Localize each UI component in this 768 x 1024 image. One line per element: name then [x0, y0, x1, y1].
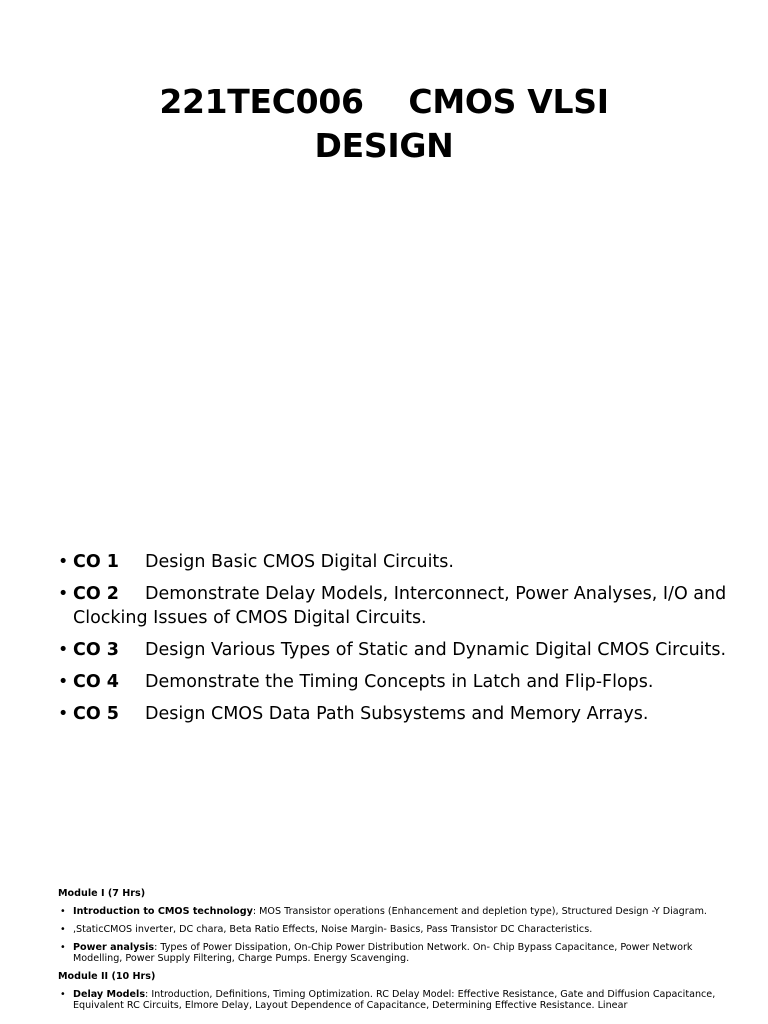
title-line-design: DESIGN: [314, 126, 454, 165]
syllabus-item: [58, 906, 718, 917]
module-1-heading: Module I (7 Hrs): [58, 888, 146, 899]
course-outcome-code: CO 5: [73, 704, 119, 724]
course-outcome-item: [58, 702, 748, 726]
course-outcome-text: Design CMOS Data Path Subsystems and Memory Arrays.: [145, 704, 649, 724]
bullet-icon: •: [60, 924, 66, 935]
course-outcome-text: Demonstrate Delay Models, Interconnect, Power Analyses, I/O and Clocking Issues of CMOS Digital Circuits.: [73, 584, 727, 628]
syllabus-item: [58, 989, 718, 1011]
syllabus-term: Introduction to CMOS technology: [73, 906, 253, 917]
bullet-icon: •: [60, 989, 66, 1000]
syllabus-section: [58, 888, 718, 1018]
syllabus-term: Power analysis: [73, 942, 155, 953]
course-outcome-code: CO 4: [73, 672, 119, 692]
course-outcome-text: Design Various Types of Static and Dynamic Digital CMOS Circuits.: [145, 640, 727, 660]
course-outcome-code: CO 2: [73, 584, 119, 604]
bullet-icon: •: [60, 942, 66, 953]
course-outcome-item: [58, 670, 748, 694]
slide-title: [0, 80, 768, 168]
course-outcome-code: CO 1: [73, 552, 119, 572]
bullet-icon: •: [60, 906, 66, 917]
bullet-icon: •: [58, 552, 69, 572]
syllabus-term: Delay Models: [73, 989, 146, 1000]
course-outcome-item: [58, 582, 748, 630]
title-line-course-code: 221TEC006 CMOS VLSI: [159, 82, 609, 121]
course-outcomes-list: [58, 550, 748, 734]
bullet-icon: •: [58, 640, 69, 660]
course-outcome-text: Design Basic CMOS Digital Circuits.: [145, 552, 454, 572]
bullet-icon: •: [58, 584, 69, 604]
course-outcome-item: [58, 638, 748, 662]
bullet-icon: •: [58, 672, 69, 692]
bullet-icon: •: [58, 704, 69, 724]
syllabus-item: [58, 924, 718, 935]
syllabus-text: ,StaticCMOS inverter, DC chara, Beta Ratio Effects, Noise Margin- Basics, Pass Transistor DC Characteristics.: [73, 924, 593, 935]
syllabus-item: [58, 942, 718, 964]
course-outcome-code: CO 3: [73, 640, 119, 660]
syllabus-text: : MOS Transistor operations (Enhancement and depletion type), Structured Design -Y Diagram.: [252, 906, 707, 917]
course-outcome-item: [58, 550, 748, 574]
syllabus-text: : Types of Power Dissipation, On-Chip Power Distribution Network. On- Chip Bypass Capacitance, Power Network Modelling, Power Supply Filtering, Charge Pumps. Energy Scavenging.: [73, 942, 693, 964]
module-2-heading: Module II (10 Hrs): [58, 971, 156, 982]
course-outcome-text: Demonstrate the Timing Concepts in Latch and Flip-Flops.: [145, 672, 654, 692]
syllabus-text: : Introduction, Definitions, Timing Optimization. RC Delay Model: Effective Resistance, Gate and Diffusion Capacitance, Equivalent RC Circuits, Elmore Delay, Layout Dependence of Capacitance, Determining Effective Resistance. Linear: [73, 989, 716, 1011]
